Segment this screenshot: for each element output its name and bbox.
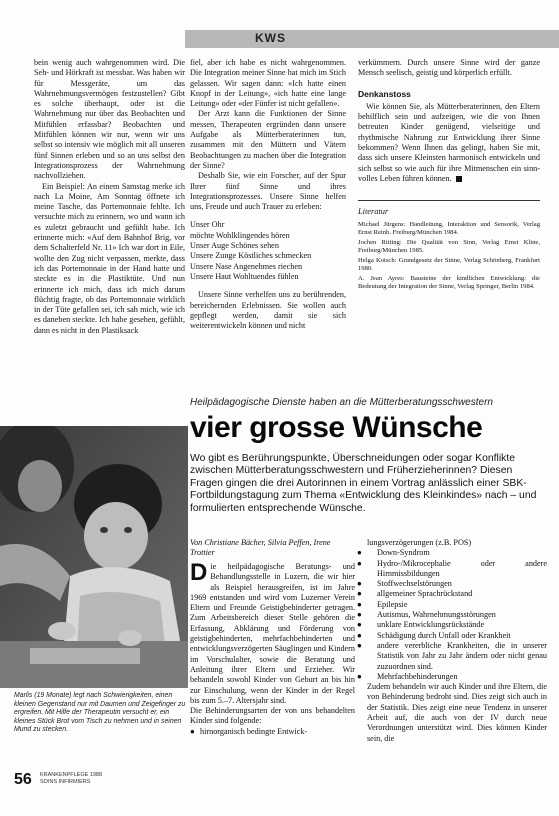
bullet-icon: ● — [357, 610, 362, 620]
source-line: SOINS INFIRMIERS — [40, 778, 91, 785]
article-photo — [0, 426, 188, 688]
list-item — [357, 640, 547, 672]
list-item — [357, 589, 547, 599]
list-item — [357, 610, 547, 620]
paragraph — [358, 102, 540, 184]
list-item-text: Down-Syndrom — [377, 548, 430, 558]
bullet-icon: ● — [357, 671, 362, 681]
literature-heading: Literatur — [358, 200, 540, 217]
list-item — [357, 630, 547, 641]
list-item — [357, 599, 547, 610]
list-item — [357, 671, 547, 682]
list-item-text: Stoffwechselstörungen — [377, 579, 452, 589]
bullet-icon: ● — [357, 589, 362, 599]
article-list-column — [357, 538, 547, 744]
poem-line: Unsere Zunge Köstliches schmecken — [190, 251, 312, 261]
list-item-text: unklare Entwicklungsrückstände — [377, 620, 485, 630]
list-item-text: andere vererbliche Krankheiten, die in unserer Statistik von Jahr zu Jahr ändern oder nicht genau zuzuordnen sind. — [377, 640, 547, 671]
list-item-text: Epilepsie — [377, 599, 408, 609]
list-item-text: Autismus, Wahrnehmungsstörungen — [377, 610, 496, 620]
paragraph-text: Wie können Sie, als Mütterberaterinnen, den Eltern behilflich sein und aufzeigen, wie die von Ihnen betreuten Kinder genügend, vielseitige und rhythmische Nahrung zur Entwicklung ihrer Sinne bekommen? Wenn Ihnen das gelingt, haben Sie mit, dass sich unsere Kleinsten harmonisch entwickeln und sich selbst so wie auch für ihre Mitmenschen ein sinn-volles Leben führen können. — [358, 101, 540, 183]
text-column-1 — [34, 58, 185, 336]
paragraph: Zudem behandeln wir auch Kinder und ihre Eltern, die von Behinderung bedroht sind. Dies zeigt sich auch in der Statistik. Dies zeigt eine neue Tendenz in unserer Arbeit auf, die auch von der IV durch neue Verordnungen unterstützt wird. Dies können Kinder sein, die — [367, 682, 547, 743]
paragraph: bein wenig auch wahrgenommen wird. Die Seh- und Hörkraft ist messbar. Was haben wir für Messgeräte, um das Wahrnehmungsvermögen festzustellen? Gibt es solche überhaupt, oder ist die Wahrnehmung nur über das Beobachten und Mitfühlen erfassbar? Beobachten und Mitfühlen können wir nur, wenn wir uns selbst so intensiv wie möglich mit all unseren fünf Sinnen erleben und so an uns selbst den Integrationsprozess der Wahrnehmung nachvollziehen. — [34, 58, 185, 181]
article-authors: Von Christiane Bächer, Silvia Peffen, Irene Trottier — [190, 538, 331, 558]
publication-source — [40, 772, 102, 785]
poem-line: möchte Wohlklingendes hören — [190, 230, 290, 240]
bullet-icon: ● — [357, 558, 362, 568]
paragraph: Deshalb Sie, wie ein Forscher, auf der Spur Ihrer fünf Sinne und ihres Integrationsprozesses. Unsere Sinne helfen uns, Freude und auch Trauer zu erleben: — [190, 171, 346, 212]
drop-cap: D — [190, 559, 208, 586]
bullet-icon: ● — [190, 726, 195, 736]
article-kicker: Heilpädagogische Dienste haben an die Mütterberatungsschwestern — [190, 397, 493, 408]
list-item-text: allgemeiner Sprachrückstand — [377, 589, 473, 599]
section-header-bar — [185, 30, 559, 48]
paragraph: Ein Beispiel: An einem Samstag merke ich nach La Moine, Am Sonntag öffnete ich meine Tasche, das Portemonnaie fehlte. Ich versuchte mich zu erinnern, wo und wann ich es zuletzt gebraucht und gefühlt habe. Ich erinnerte mich: «Auf dem Bahnhof Brig, vor dem Schalterfeld Nr. 11» Ich war dort in Eile, wollte den Zug nicht verpassen, merkte, dass ich das Portemonnaie in der Hand hatte und steckte es in die Plastiktüte. Und nun erinnerte ich mich, dass ich mich darum flüchtig fragte, ob das Portemonnaie wirklich in der Tüte gefallen sei, ich sah mich, wie ich es daneben steckte. Ich habe gesehen, gefühlt, dann es nicht in den Plastiksack — [34, 181, 185, 335]
list-item — [367, 538, 547, 548]
poem-line: Unser Auge Schönes sehen — [190, 241, 279, 251]
paragraph: Unsere Sinne verhelfen uns zu berührenden, bereichernden Erlebnissen. Sie wollen auch gepflegt werden, damit sie sich weiterentwickeln können und nicht — [190, 290, 346, 331]
page-number: 56 — [14, 771, 32, 788]
list-item — [357, 620, 547, 630]
article-lead: Wo gibt es Berührungspunkte, Überschneidungen oder sogar Konflikte zwischen Mütterberatungsschwestern und Früherzieherinnen? Diesen Fragen gingen die drei Autorinnen in einem Vortrag anlässlich einer SBK-Fortbildungstagung zum Thema «Entwicklung des Kleinkindes» nach – und formulierten entsprechende Wünsche. — [190, 453, 537, 514]
article-body-column — [190, 559, 355, 737]
list-item-text: hirnorganisch bedingte Entwick- — [200, 726, 308, 736]
paragraph: ie heilpädagogische Beratungs- und Behandlungsstelle in Luzern, die wir hier als Beispiel herausgreifen, ist im Jahre 1969 entstanden und wird vom Luzerner Verein Eltern und Freunde Geistigbehinderter getragen. Zum Arbeitsbereich dieser Stelle gehören die Erfassung, Abklärung und Förderung von geistigbehinderten, mehrfachbehinderten und entwicklungsverzögerten Säuglingen und Kindern im Vorschulalter, sowie die Beratung und Anleitung ihrer Eltern und Erzieher. Wir behandeln sowohl Kinder von Geburt an bis hin zur Einschulung, wenn der Kinder in der Regel bis zum 5.–7. Altersjahr sind. — [190, 562, 355, 705]
paragraph: verkümmern. Durch unsere Sinne wird der ganze Mensch seelisch, geistig und körperlich erfüllt. — [358, 58, 540, 78]
article-headline: vier grosse Wünsche — [190, 411, 483, 444]
bullet-icon: ● — [357, 620, 362, 630]
paragraph: fiel, aber ich habe es nicht wahrgenommen. Die Integration meiner Sinne hat mich im Stich gelassen. Wir sagen dann: «Ich hatte einen Knopf in der Leitung», «ich hatte eine lange Leitung» oder «der Fünfer ist nicht gefallen». — [190, 58, 346, 109]
poem — [190, 220, 346, 282]
literature-entry: Helga Kotsch: Grundgesetz der Sinne, Verlag Schönberg, Frankfurt 1980. — [358, 256, 540, 272]
literature-entry: Michael Jürgens: Handleitung, Interaktion und Sensorik, Verlag Ernst Reinh. Freiburg/München 1984. — [358, 220, 540, 236]
list-item-text: Mehrfachbehinderungen — [377, 671, 458, 681]
paragraph: Der Arzt kann die Funktionen der Sinne messen, Therapeuten ergründen dann unsere Aufgabe als Mütterberaterinnen tun, zusammen mit den Müttern und Vätern Beobachtungen zu machen über die Integration der Sinne? — [190, 109, 346, 170]
bullet-icon: ● — [357, 640, 362, 650]
text-column-3 — [358, 58, 540, 293]
literature-entry: A. Jean Ayres: Bausteine der kindlichen Entwicklung: die Bedeutung der Integration der Sinne, Verlag Springer, Berlin 1984. — [358, 274, 540, 290]
list-item — [357, 579, 547, 589]
section-label: KWS — [255, 31, 286, 45]
text-column-2 — [190, 58, 346, 331]
source-line: KRANKENPFLEGE 1988 — [40, 772, 103, 778]
poem-line: Unsere Haut Wohltuendes fühlen — [190, 271, 299, 281]
paragraph: Die Behinderungsarten der von uns behandelten Kinder sind folgende: — [190, 706, 355, 726]
list-item-text: lungsverzögerungen (z.B. POS) — [367, 538, 472, 547]
bullet-icon: ● — [357, 599, 362, 609]
list-item-text: Schädigung durch Unfall oder Krankheit — [377, 630, 511, 640]
photo-caption: Marlis (19 Monate) legt nach Schwierigkeiten, einen kleinen Gegenstand nur mit Daumen und Zeigefinger zu ergreifen. Mit Hilfe der Therapeutin versucht er, ein kleines Stück Brot vom Tisch zu nehmen und in seinen Mund zu stecken. — [14, 692, 186, 734]
bullet-icon: ● — [357, 630, 362, 640]
bullet-icon: ● — [357, 579, 362, 589]
end-mark-icon — [456, 176, 462, 182]
poem-line: Unser Ohr — [190, 220, 225, 230]
list-item — [357, 548, 547, 558]
poem-line: Unsere Nase Angenehmes riechen — [190, 261, 303, 271]
list-item — [190, 727, 355, 737]
list-item — [357, 558, 547, 580]
bullet-icon: ● — [357, 548, 362, 558]
literature-entry: Jochen Ritting: Die Qualität von Sinn, Verlag Ernst Kline, Freiburg/München 1985. — [358, 238, 540, 254]
subheading: Denkanstoss — [358, 88, 411, 99]
list-item-text: Hydro-/Mikrocephalie oder andere Hirnmissbildungen — [377, 558, 547, 578]
